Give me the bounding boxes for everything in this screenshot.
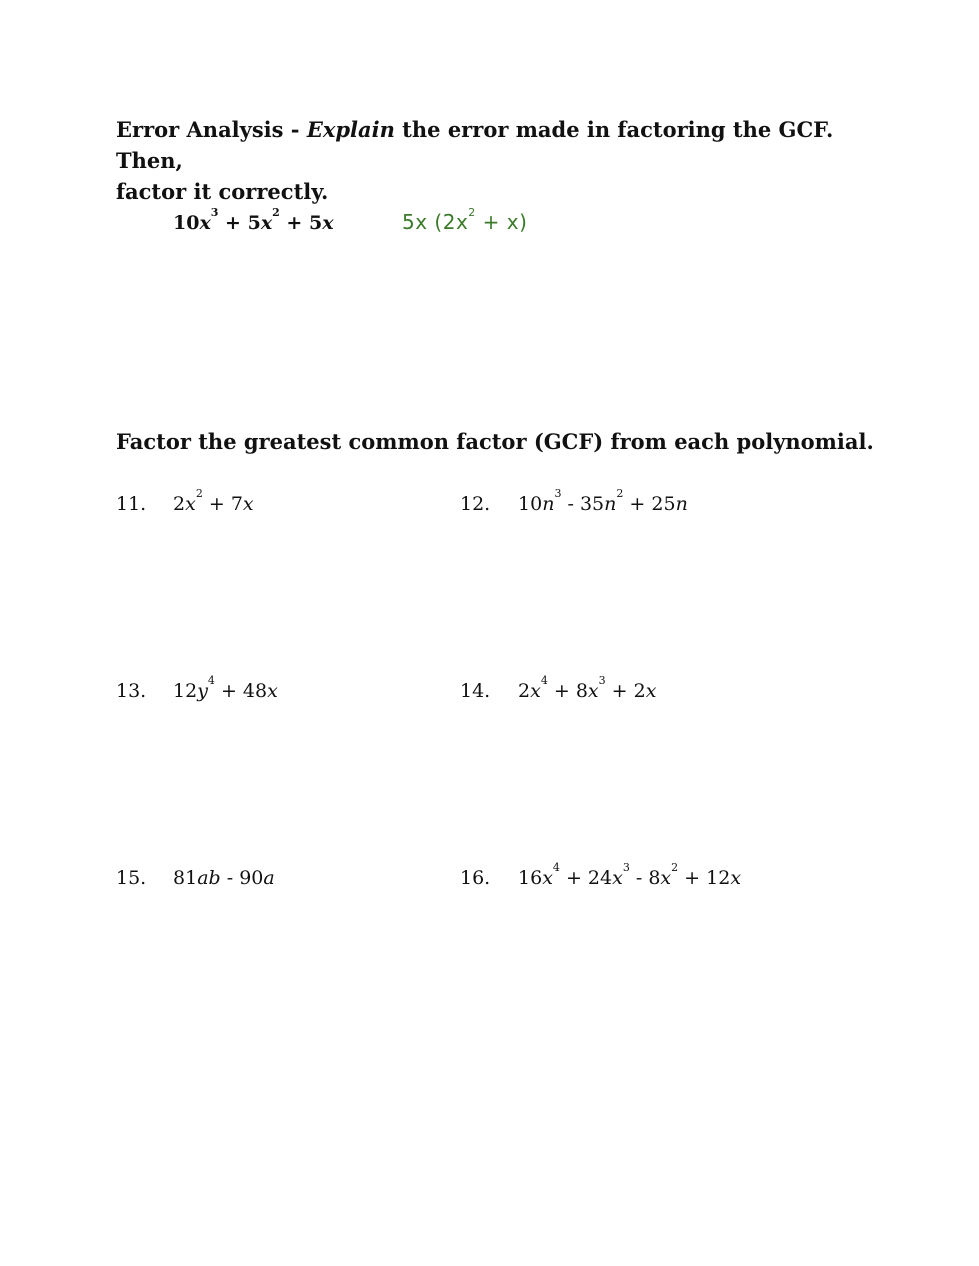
problem-15-expression: 81ab - 90a — [173, 867, 275, 889]
factor-gcf-heading: Factor the greatest common factor (GCF) from each polynomial. — [116, 429, 874, 454]
problem-12-number: 12. — [460, 493, 491, 515]
error-analysis-label: Error Analysis - — [116, 117, 307, 142]
problem-15-number: 15. — [116, 867, 147, 889]
problem-14-number: 14. — [460, 680, 491, 702]
problem-16-number: 16. — [460, 867, 491, 889]
problem-13-expression: $12y^4 + 48x$ — [173, 674, 278, 702]
student-work-handwritten: 5x $(2x^2 + x)$ — [402, 206, 528, 234]
error-analysis-instruction-line2: factor it correctly. — [116, 179, 329, 204]
problem-11-number: 11. — [116, 493, 147, 515]
problem-13-number: 13. — [116, 680, 147, 702]
explain-emphasis: Explain — [306, 117, 395, 142]
error-analysis-instruction: the error made in factoring the GCF. Then, — [116, 117, 834, 173]
problem-12-expression: $10n^3 - 35n^2 + 25n$ — [518, 487, 688, 515]
problem-16-expression: $16x^4 + 24x^3 - 8x^2 + 12x$ — [518, 861, 742, 889]
problem-14-expression: $2x^4 + 8x^3 + 2x$ — [518, 674, 657, 702]
error-analysis-problem: $10x^3 + 5x^2 + 5x$ — [173, 206, 334, 234]
problem-11-expression: $2x^2 + 7x$ — [173, 487, 254, 515]
error-analysis-heading — [116, 114, 876, 207]
